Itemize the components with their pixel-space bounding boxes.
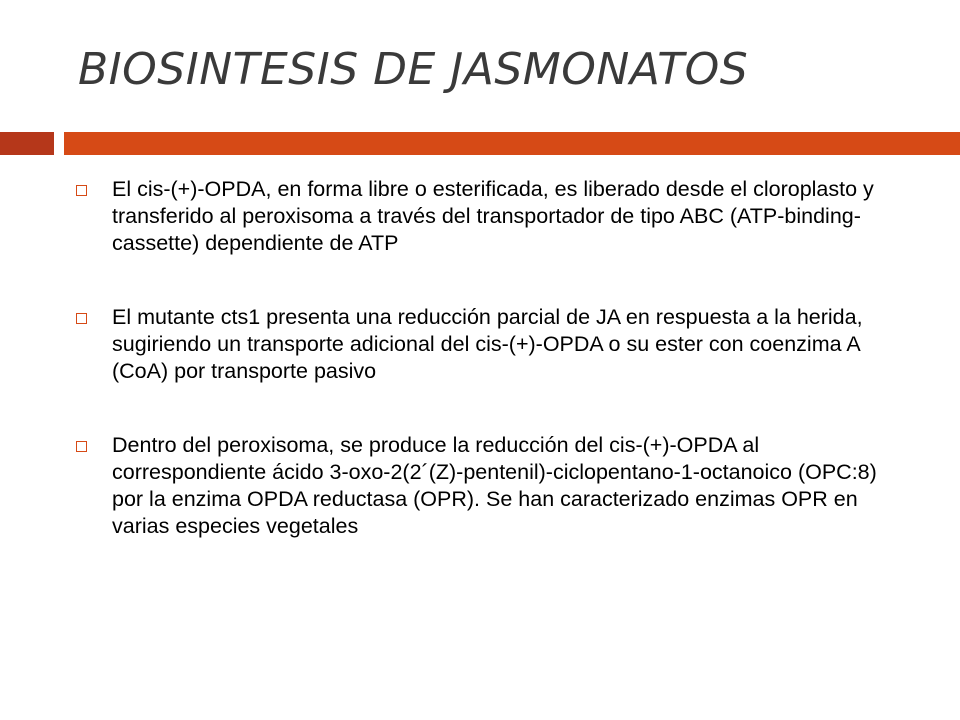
hollow-square-bullet-icon [76, 441, 87, 452]
title-accent-bar-left [0, 132, 54, 155]
bullet-item [72, 432, 902, 540]
hollow-square-bullet-icon [76, 313, 87, 324]
bullet-list [72, 176, 902, 587]
bullet-text: Dentro del peroxisoma, se produce la reducción del cis-(+)-OPDA al correspondiente ácido 3-oxo-2(2´(Z)-pentenil)-ciclopentano-1-octanoico (OPC:8) por la enzima OPDA reductasa (OPR). Se han caracterizado enzimas OPR en varias especies vegetales [112, 433, 877, 538]
bullet-text: El cis-(+)-OPDA, en forma libre o esterificada, es liberado desde el cloroplasto y transferido al peroxisoma a través del transportador de tipo ABC (ATP-binding-cassette) dependiente de ATP [112, 177, 874, 255]
slide-title: BIOSINTESIS DE JASMONATOS [78, 44, 749, 95]
hollow-square-bullet-icon [76, 185, 87, 196]
bullet-item [72, 304, 902, 385]
bullet-text: El mutante cts1 presenta una reducción parcial de JA en respuesta a la herida, sugiriendo un transporte adicional del cis-(+)-OPDA o su ester con coenzima A (CoA) por transporte pasivo [112, 305, 863, 383]
title-accent-bar-right [64, 132, 960, 155]
bullet-item [72, 176, 902, 257]
